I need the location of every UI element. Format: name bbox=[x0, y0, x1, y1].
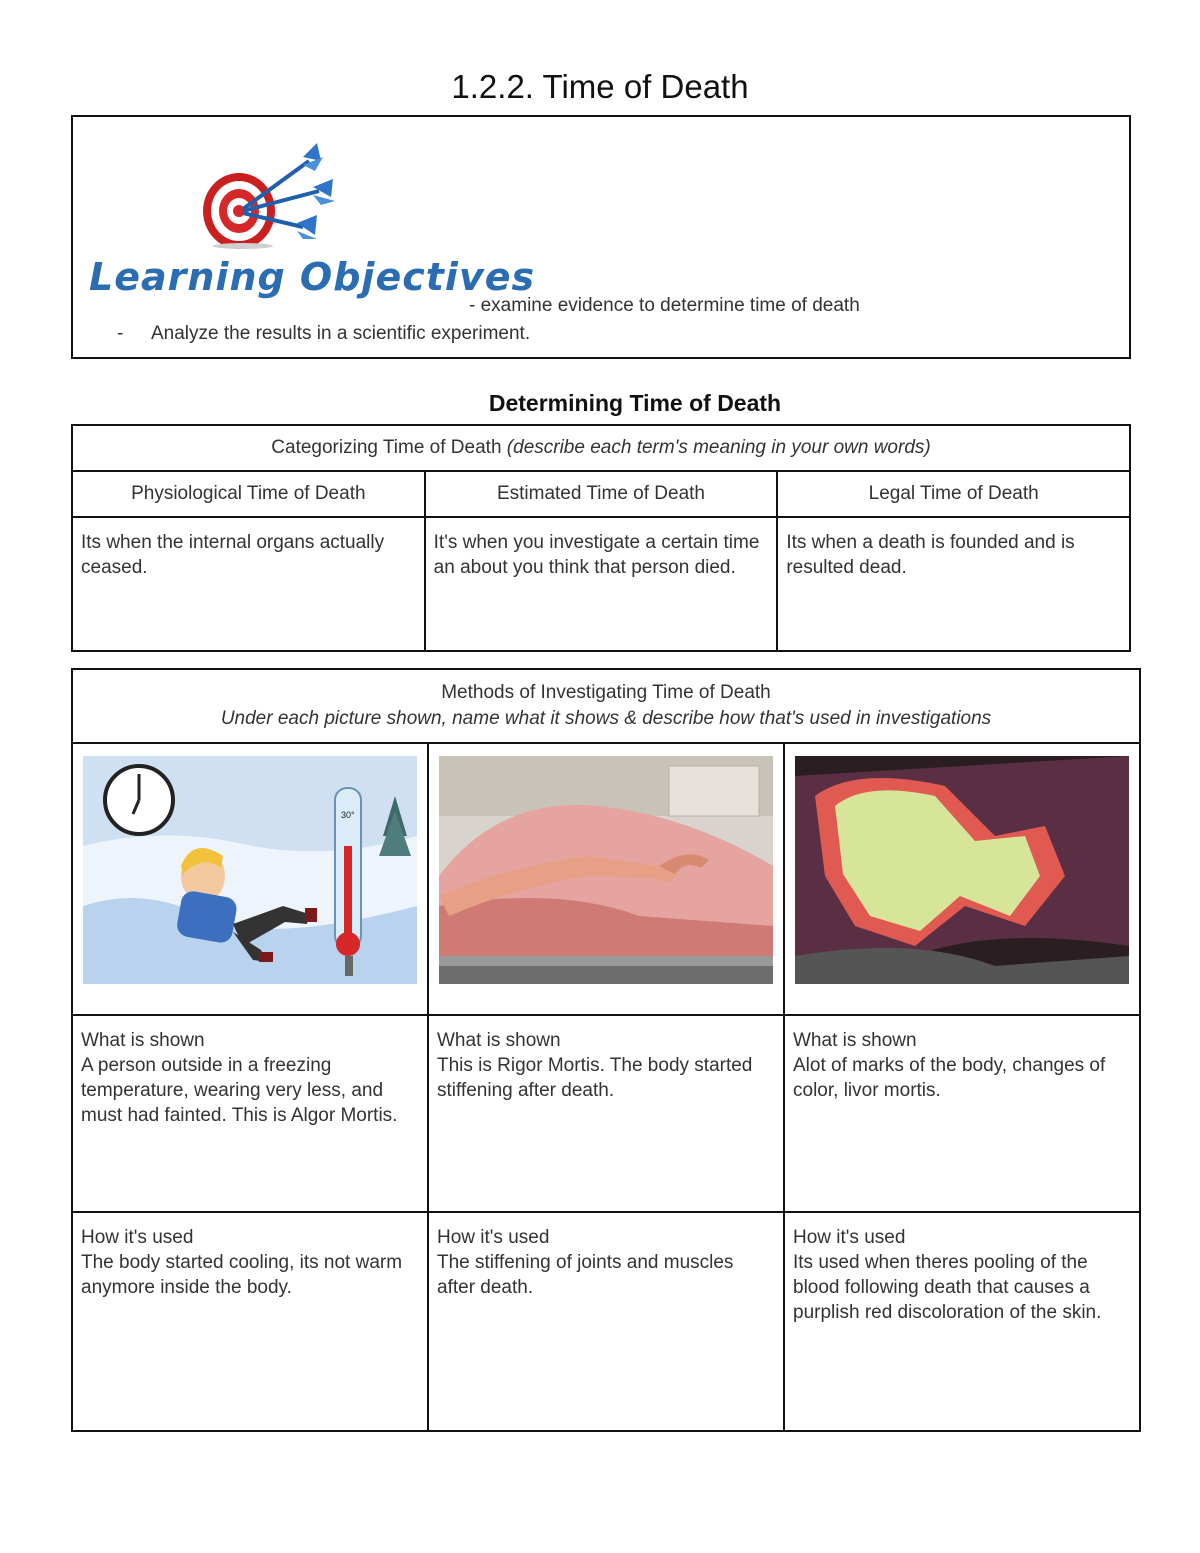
what-is-shown-cell: What is shown This is Rigor Mortis. The body started stiffening after death. bbox=[428, 1015, 784, 1212]
answer-cell: Its when the internal organs actually ceased. bbox=[72, 517, 425, 651]
column-header: Legal Time of Death bbox=[777, 471, 1130, 517]
learning-objectives-heading: Learning Objectives bbox=[89, 255, 536, 299]
how-its-used-cell: How it's used Its used when theres pooling of the blood following death that causes a purplish red discoloration of the skin. bbox=[784, 1212, 1140, 1431]
page-title: 1.2.2. Time of Death bbox=[451, 68, 749, 105]
picture-cell bbox=[428, 743, 784, 1015]
algor-mortis-image bbox=[83, 756, 417, 984]
how-its-used-cell: How it's used The stiffening of joints and muscles after death. bbox=[428, 1212, 784, 1431]
what-is-shown-cell: What is shown Alot of marks of the body, changes of color, livor mortis. bbox=[784, 1015, 1140, 1212]
how-its-used-cell: How it's used The body started cooling, its not warm anymore inside the body. bbox=[72, 1212, 428, 1431]
methods-table bbox=[71, 668, 1141, 1432]
livor-mortis-image bbox=[795, 756, 1129, 984]
answer-cell: It's when you investigate a certain time an about you think that person died. bbox=[425, 517, 778, 651]
objective-item: - examine evidence to determine time of death bbox=[469, 295, 860, 316]
rigor-mortis-image bbox=[439, 756, 773, 984]
picture-cell bbox=[72, 743, 428, 1015]
column-header: Physiological Time of Death bbox=[72, 471, 425, 517]
column-header: Estimated Time of Death bbox=[425, 471, 778, 517]
methods-header: Methods of Investigating Time of Death Under each picture shown, name what it shows & describe how that's used in investigations bbox=[72, 669, 1140, 743]
thermometer-label: 30° bbox=[341, 810, 355, 820]
target-darts-icon bbox=[191, 139, 351, 249]
answer-cell: Its when a death is founded and is resulted dead. bbox=[777, 517, 1130, 651]
learning-objectives-box bbox=[71, 115, 1131, 359]
what-is-shown-cell: What is shown A person outside in a freezing temperature, wearing very less, and must had fainted. This is Algor Mortis. bbox=[72, 1015, 428, 1212]
categorizing-table bbox=[71, 424, 1131, 652]
categorizing-header: Categorizing Time of Death (describe each term's meaning in your own words) bbox=[72, 425, 1130, 471]
objective-item: - Analyze the results in a scientific experiment. bbox=[117, 323, 531, 344]
section-title: Determining Time of Death bbox=[488, 390, 782, 416]
picture-cell bbox=[784, 743, 1140, 1015]
